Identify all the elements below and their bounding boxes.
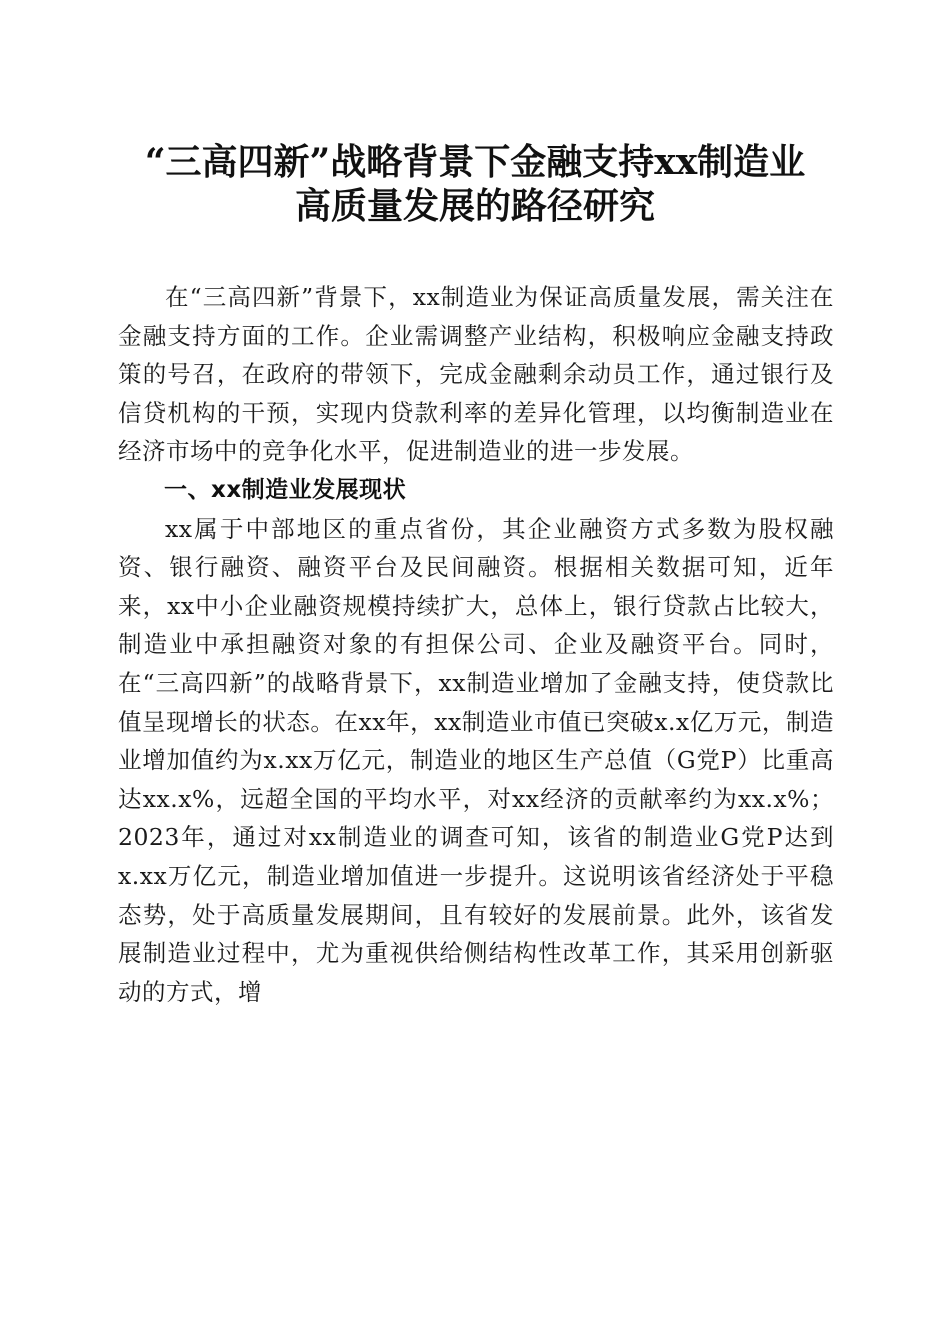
section-heading-1: 一、xx制造业发展现状 bbox=[164, 476, 407, 503]
document-body bbox=[118, 278, 834, 1011]
section-1-paragraph: xx属于中部地区的重点省份，其企业融资方式多数为股权融资、银行融资、融资平台及民间融资。根据相关数据可知，近年来，xx中小企业融资规模持续扩大，总体上，银行贷款占比较大，制造业中承担融资对象的有担保公司、企业及融资平台。同时，在“三高四新”的战略背景下，xx制造业增加了金融支持，使贷款比值呈现增长的状态。在xx年，xx制造业市值已突破x.x亿万元，制造业增加值约为x.xx万亿元，制造业的地区生产总值（G党P）比重高达xx.x%，远超全国的平均水平，对xx经济的贡献率约为xx.x%；2023年，通过对xx制造业的调查可知，该省的制造业G党P达到x.xx万亿元，制造业增加值进一步提升。这说明该省经济处于平稳态势，处于高质量发展期间，且有较好的发展前景。此外，该省发展制造业过程中，尤为重视供给侧结构性改革工作，其采用创新驱动的方式，增 bbox=[118, 514, 834, 1006]
intro-paragraph: 在“三高四新”背景下，xx制造业为保证高质量发展，需关注在金融支持方面的工作。企业需调整产业结构，积极响应金融支持政策的号召，在政府的带领下，完成金融剩余动员工作，通过银行及信贷机构的干预，实现内贷款利率的差异化管理，以均衡制造业在经济市场中的竞争化水平，促进制造业的进一步发展。 bbox=[118, 283, 834, 466]
document-title-line-2: 高质量发展的路径研究 bbox=[294, 185, 655, 227]
document-title-line-1: “三高四新”战略背景下金融支持xx制造业 bbox=[144, 141, 806, 183]
